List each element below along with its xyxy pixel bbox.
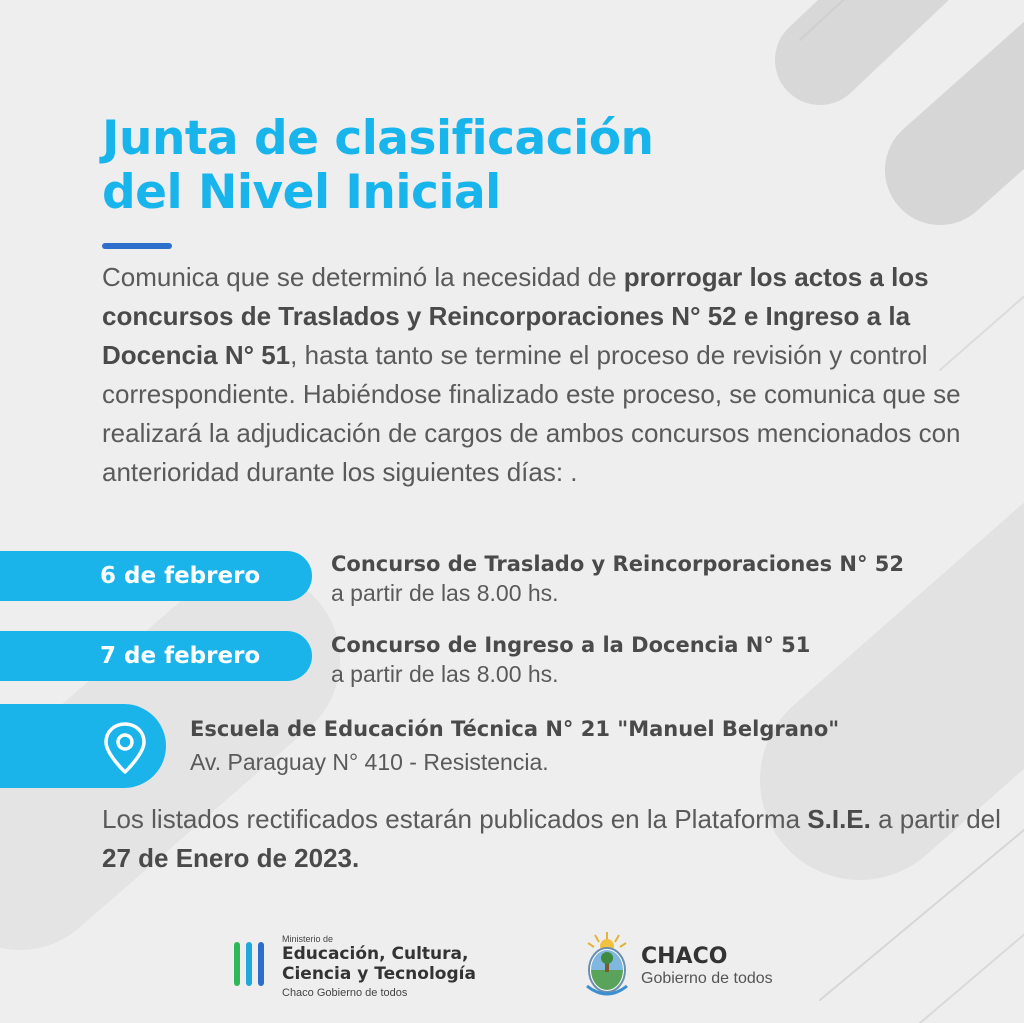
ministry-small-label: Ministerio de (282, 934, 334, 944)
announcement-text-1: Comunica que se determinó la necesidad de (102, 262, 624, 292)
page-title (102, 112, 653, 220)
location-info (190, 713, 839, 779)
listados-text-1: Los listados rectificados estarán publicados en la Plataforma (102, 804, 808, 834)
listados-platform: S.I.E. (807, 804, 871, 834)
title-line-2: del Nivel Inicial (102, 165, 501, 220)
ministry-name-line-1: Educación, Cultura, (282, 944, 469, 964)
chaco-shield-icon (583, 930, 631, 1002)
location-address: Av. Paraguay N° 410 - Resistencia. (190, 749, 549, 775)
event-date-badge-2: 7 de febrero (0, 631, 312, 681)
ministry-logo (234, 934, 554, 1004)
ministry-name (282, 944, 476, 984)
event-time-2: a partir de las 8.00 hs. (331, 661, 559, 687)
map-pin-icon (100, 720, 150, 776)
event-1 (331, 550, 904, 608)
event-name-1: Concurso de Traslado y Reincorporaciones N° 52 (331, 552, 905, 576)
title-underline (102, 243, 172, 249)
ministry-footer-label: Chaco Gobierno de todos (282, 987, 408, 999)
event-name-2: Concurso de Ingreso a la Docencia N° 51 (331, 633, 811, 657)
event-2 (331, 631, 810, 689)
listados-text-2: a partir del (870, 804, 1001, 834)
listados-date: 27 de Enero de 2023. (102, 843, 360, 873)
location-badge (0, 704, 166, 788)
chaco-logo (583, 930, 843, 1004)
ministry-name-line-2: Ciencia y Tecnología (282, 964, 476, 984)
location-name: Escuela de Educación Técnica N° 21 "Manuel Belgrano" (190, 717, 840, 741)
chaco-subtitle: Gobierno de todos (641, 970, 773, 987)
listados-paragraph (102, 800, 1002, 878)
chaco-name: CHACO (641, 944, 728, 969)
announcement-text-2: , hasta tanto se termine el proceso de revisión y control correspondiente. Habiéndose finalizado este proceso, se comunica que se realizará la adjudicación de cargos de ambos concursos mencionados con anterioridad durante los siguientes días: . (102, 340, 961, 487)
event-time-1: a partir de las 8.00 hs. (331, 580, 559, 606)
event-date-badge-1: 6 de febrero (0, 551, 312, 601)
title-line-1: Junta de clasificación (102, 111, 654, 166)
announcement-bold-text: prorrogar los actos a los concursos de Traslados y Reincorporaciones N° 52 e Ingreso a la Docencia N° 51 (102, 262, 929, 370)
announcement-paragraph (102, 258, 982, 492)
